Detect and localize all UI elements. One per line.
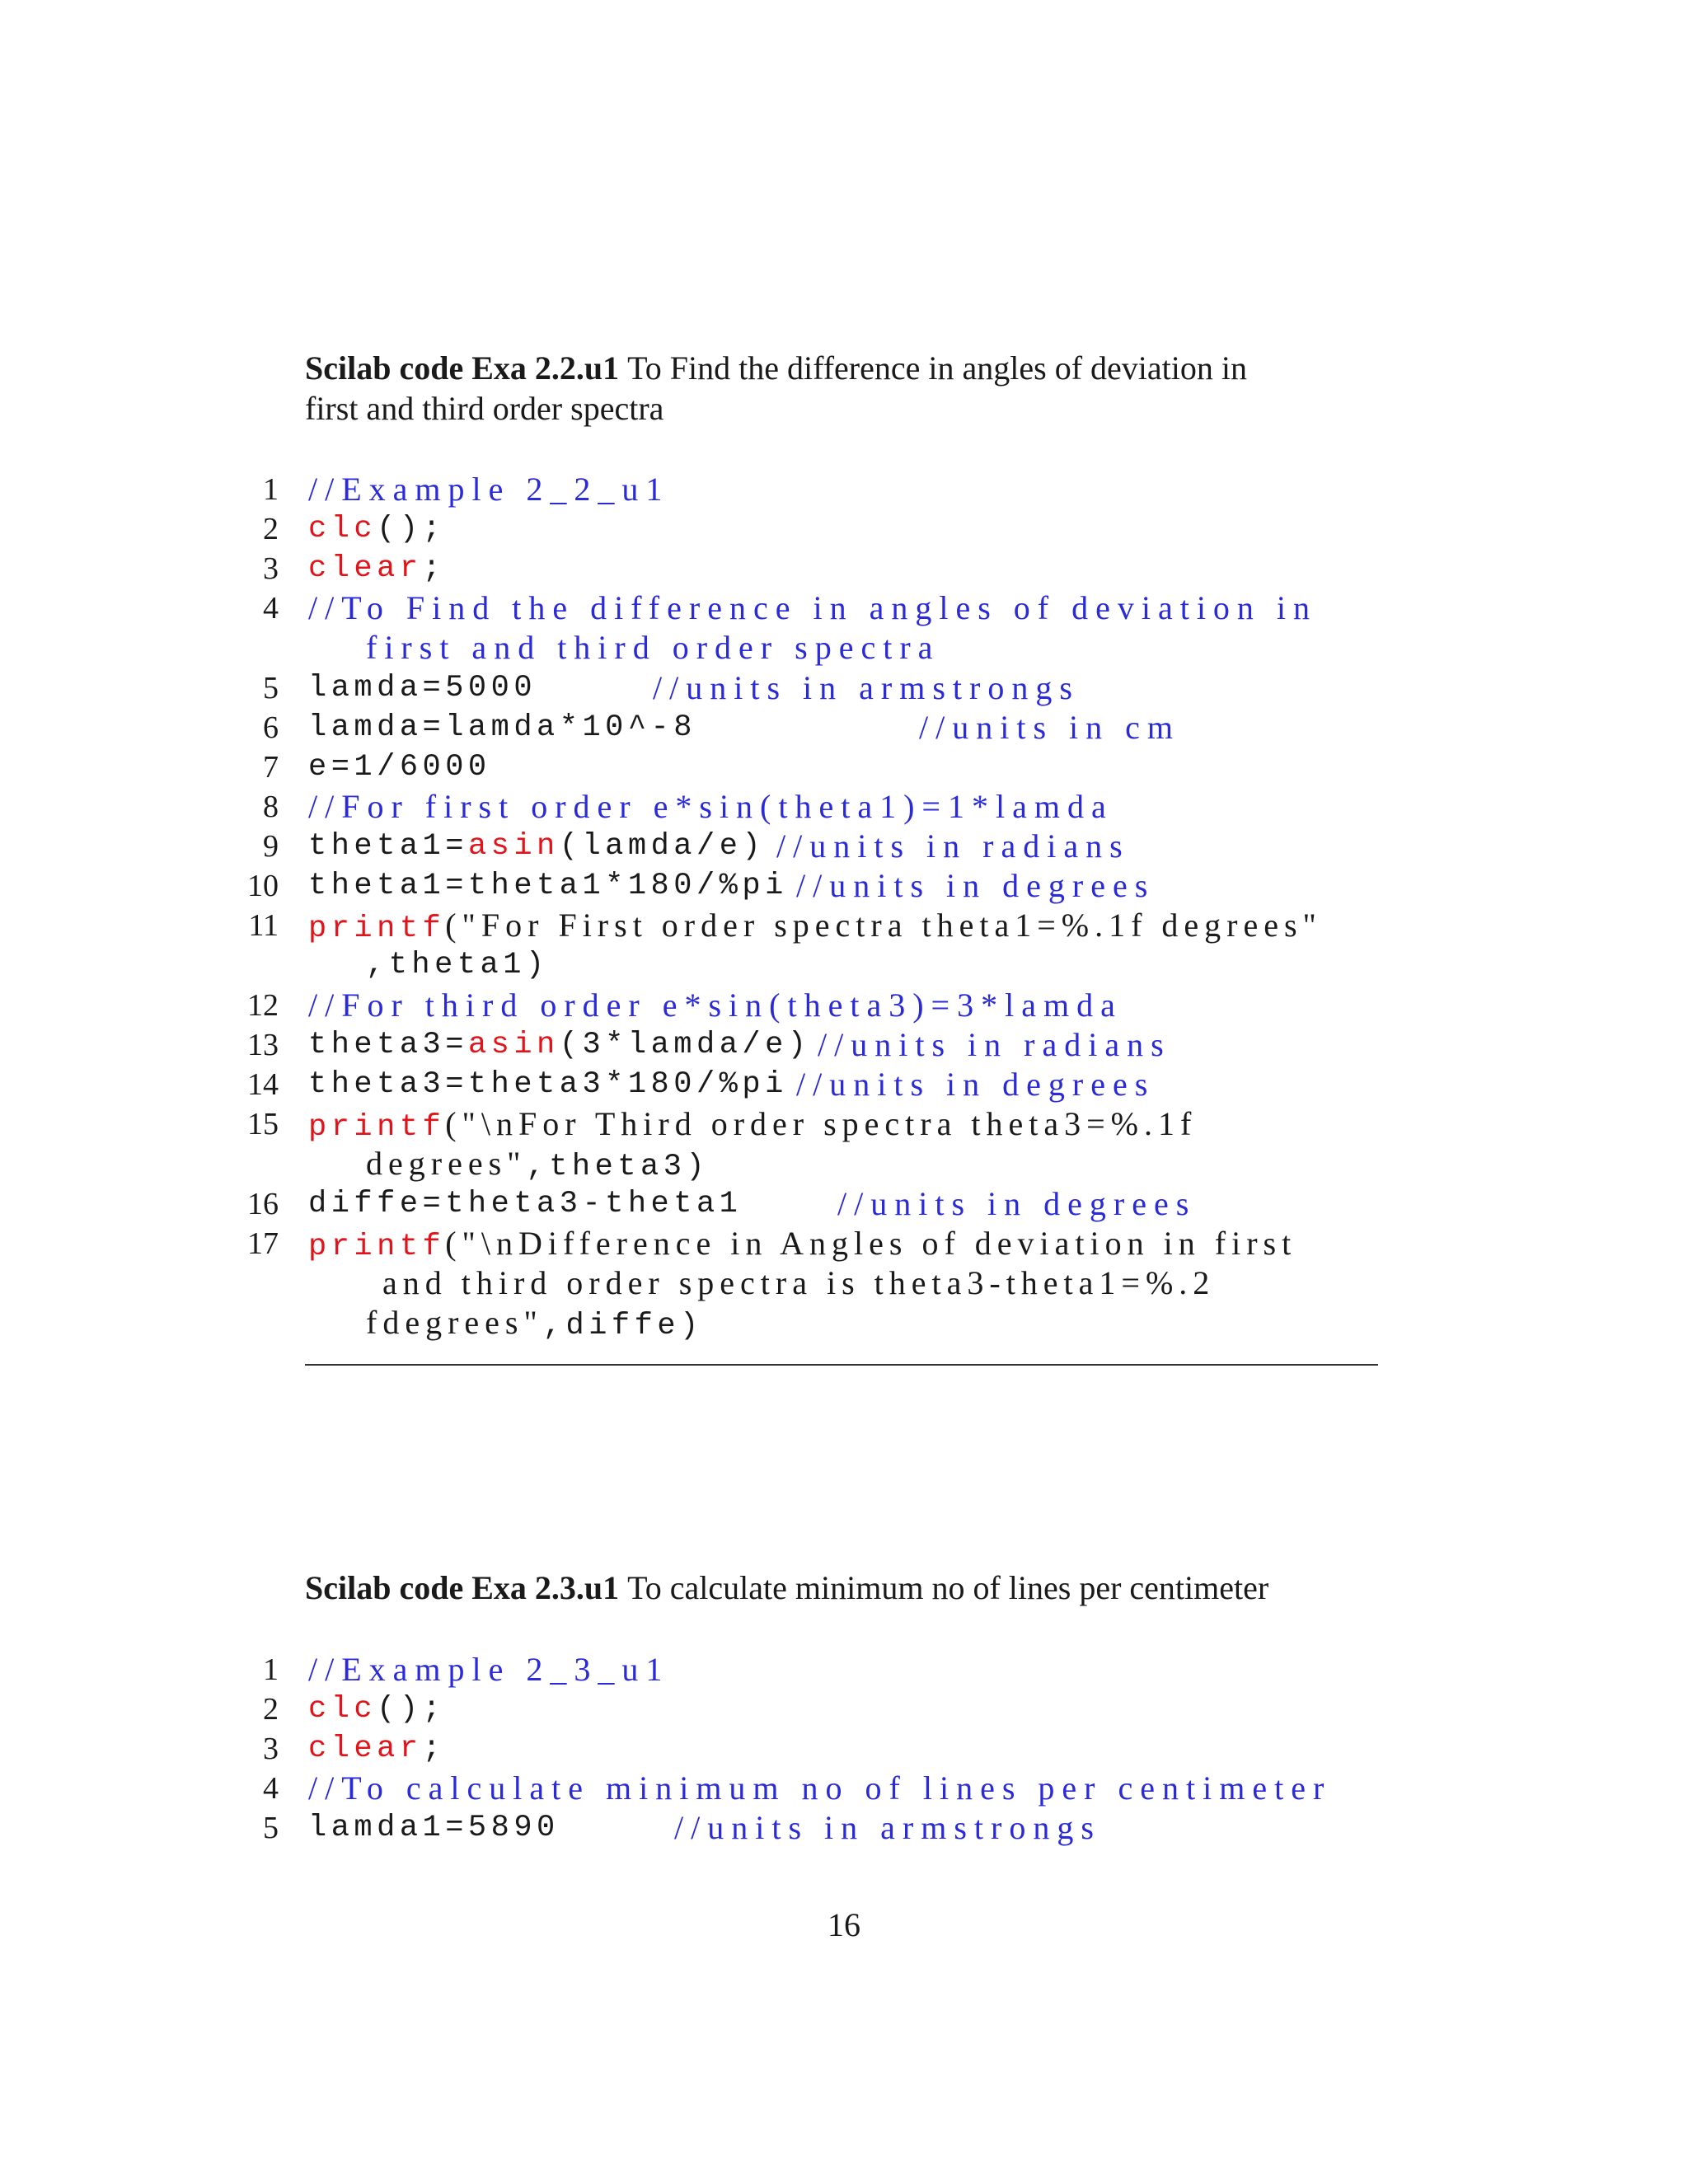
page-number: 16 (828, 1906, 860, 1943)
keyword: clc (308, 1692, 377, 1727)
line-number: 9 (263, 829, 279, 864)
comment: //For third order e*sin(theta3)=3*lamda (308, 987, 1123, 1024)
code-text: theta3= (308, 1028, 468, 1062)
line-number: 16 (247, 1187, 279, 1221)
comment: //To Find the difference in angles of deviation in (308, 589, 1318, 626)
caption-text-cont: first and third order spectra (305, 390, 664, 427)
code-text: e=1/6000 (308, 750, 491, 785)
code-line-4-cont (0, 628, 1688, 668)
string-literal: fdegrees" (366, 1304, 543, 1341)
keyword: clc (308, 512, 377, 546)
keyword: asin (467, 829, 560, 864)
line-number: 11 (248, 908, 279, 943)
code-text: (3*lamda/e) (559, 1028, 811, 1062)
comment: //units in armstrongs (674, 1809, 1101, 1846)
line-number: 15 (247, 1107, 279, 1141)
comment: //units in degrees (796, 1066, 1156, 1103)
keyword: asin (467, 1028, 560, 1062)
caption-label: Scilab code Exa 2.3.u1 (305, 1569, 620, 1606)
comment: //To calculate minimum no of lines per centimeter (308, 1769, 1332, 1807)
line-number: 17 (247, 1226, 279, 1261)
line-number: 1 (263, 472, 279, 507)
code-text: (); (377, 1692, 446, 1727)
line-number: 3 (263, 551, 279, 586)
line-number: 4 (263, 1771, 279, 1806)
comment: //units in armstrongs (653, 669, 1080, 706)
comment: //units in degrees (796, 867, 1156, 904)
code-text: ; (422, 1732, 446, 1766)
code-text: ; (422, 551, 446, 586)
code-line-4 (0, 588, 1688, 628)
code-text: lamda=lamda*10^-8 (308, 710, 696, 745)
code-text: theta3=theta3*180/%pi (308, 1067, 788, 1102)
comment: //Example 2_2_u1 (308, 471, 670, 508)
line-number: 7 (263, 750, 279, 785)
code-line-2 (0, 1690, 1688, 1729)
code-line-15 (0, 1104, 1688, 1144)
line-number: 5 (263, 671, 279, 705)
line-number: 13 (247, 1028, 279, 1062)
string-literal: and third order spectra is theta3-theta1=%.2 (382, 1264, 1216, 1301)
line-number: 1 (263, 1652, 279, 1687)
line-number: 6 (263, 710, 279, 745)
comment: //units in cm (919, 709, 1180, 746)
listing-end-rule (305, 1364, 1378, 1366)
code-text: ,theta1) (366, 948, 549, 982)
code-line-2 (0, 509, 1688, 549)
code-line-15-cont (0, 1144, 1688, 1183)
keyword: printf (308, 912, 446, 946)
code-text: (); (377, 512, 446, 546)
keyword: printf (308, 1230, 446, 1264)
code-text: diffe=theta3-theta1 (308, 1187, 743, 1221)
comment: //units in radians (776, 827, 1130, 865)
line-number: 2 (263, 512, 279, 546)
code-line-17-cont (0, 1263, 1688, 1303)
code-line-8 (0, 787, 1688, 827)
code-text: lamda1=5890 (308, 1811, 560, 1845)
keyword: clear (308, 551, 423, 586)
line-number: 3 (263, 1732, 279, 1766)
code-line-11-cont (0, 945, 1688, 985)
comment-cont: first and third order spectra (366, 629, 940, 666)
line-number: 10 (247, 869, 279, 903)
code-line-10 (0, 866, 1688, 906)
line-number: 8 (263, 790, 279, 824)
keyword: printf (308, 1110, 446, 1145)
code-line-16 (0, 1184, 1688, 1224)
code-line-3 (0, 549, 1688, 588)
listing-caption-2-3-u1 (305, 1568, 1385, 1608)
code-line-9 (0, 827, 1688, 866)
code-line-6 (0, 708, 1688, 748)
string-literal: degrees" (366, 1145, 527, 1182)
string-literal: ("For First order spectra theta1=%.1f degrees" (445, 907, 1322, 944)
line-number: 12 (247, 988, 279, 1023)
code-line-1 (0, 470, 1688, 509)
caption-text: To Find the difference in angles of deviation in (627, 349, 1247, 387)
code-text: ,theta3) (526, 1150, 710, 1184)
code-line-4 (0, 1769, 1688, 1808)
comment: //Example 2_3_u1 (308, 1651, 670, 1688)
keyword: clear (308, 1732, 423, 1766)
comment: //For first order e*sin(theta1)=1*lamda (308, 788, 1114, 825)
caption-text: To calculate minimum no of lines per centimeter (627, 1569, 1269, 1606)
code-line-13 (0, 1025, 1688, 1065)
string-literal: ("\nFor Third order spectra theta3=%.1f (445, 1105, 1198, 1142)
comment: //units in degrees (837, 1185, 1197, 1222)
code-line-12 (0, 986, 1688, 1025)
code-text: ,diffe) (542, 1309, 703, 1343)
comment: //units in radians (818, 1026, 1171, 1063)
code-text: theta1= (308, 829, 468, 864)
code-line-17 (0, 1224, 1688, 1263)
code-line-17-cont2 (0, 1303, 1688, 1343)
line-number: 2 (263, 1692, 279, 1727)
caption-label: Scilab code Exa 2.2.u1 (305, 349, 620, 387)
code-line-3 (0, 1729, 1688, 1769)
code-line-5 (0, 1808, 1688, 1848)
code-text: lamda=5000 (308, 671, 537, 705)
line-number: 14 (247, 1067, 279, 1102)
code-line-1 (0, 1650, 1688, 1690)
code-line-11 (0, 906, 1688, 945)
string-literal: ("\nDifference in Angles of deviation in first (445, 1225, 1297, 1262)
code-text: (lamda/e) (559, 829, 766, 864)
code-line-7 (0, 748, 1688, 787)
line-number: 4 (263, 591, 279, 626)
code-text: theta1=theta1*180/%pi (308, 869, 788, 903)
code-line-14 (0, 1065, 1688, 1104)
line-number: 5 (263, 1811, 279, 1845)
listing-caption-2-2-u1 (305, 348, 1385, 429)
code-line-5 (0, 668, 1688, 708)
